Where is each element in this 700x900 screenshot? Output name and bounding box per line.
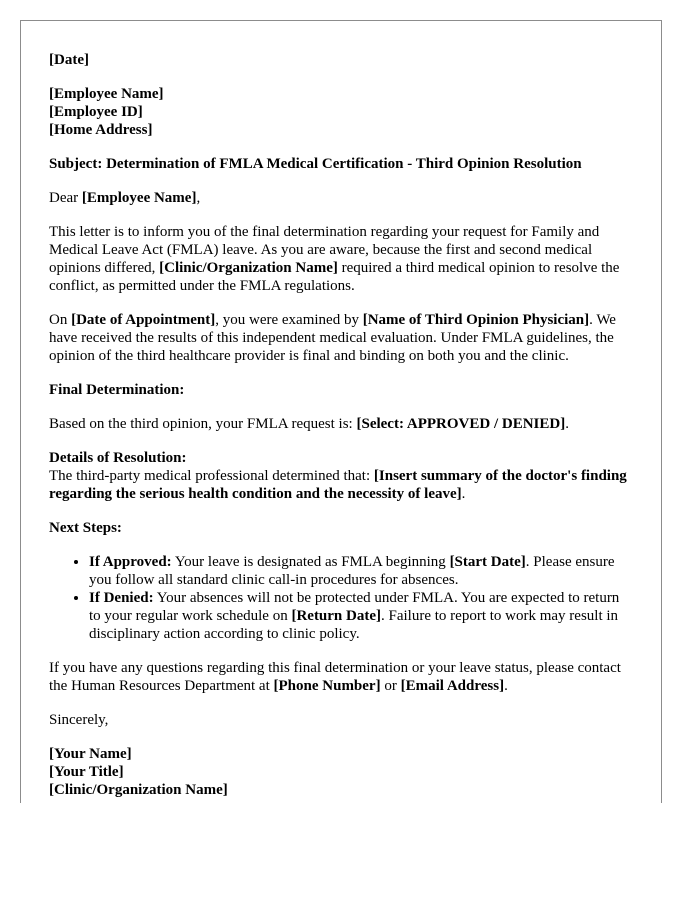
signature-organization: [Clinic/Organization Name] xyxy=(49,782,228,798)
employee-name: [Employee Name] xyxy=(49,86,164,102)
details-heading: Details of Resolution: xyxy=(49,450,187,466)
letter-page xyxy=(20,20,662,803)
appointment-paragraph: On [Date of Appointment], you were examined by [Name of Third Opinion Physician]. We have received the results of this independent medical evaluation. Under FMLA guidelines, the opinion of the third healthcare provider is final and binding on both you and the clinic. xyxy=(49,312,616,364)
next-steps-heading: Next Steps: xyxy=(49,520,122,536)
final-determination-heading: Final Determination: xyxy=(49,382,185,398)
signature-name: [Your Name] xyxy=(49,746,132,762)
list-item-denied: • If Denied: Your absences will not be protected under FMLA. You are expected to return to your regular work schedule on [Return Date]. Failure to report to work may result in disciplinary action according to clinic policy. xyxy=(89,589,633,643)
details-text: The third-party medical professional determined that: [Insert summary of the doctor's finding regarding the serious health condition and the necessity of leave]. xyxy=(49,468,627,502)
final-determination-text: Based on the third opinion, your FMLA request is: [Select: APPROVED / DENIED]. xyxy=(49,416,569,432)
next-steps-list xyxy=(49,553,633,643)
letter-date: [Date] xyxy=(49,52,89,68)
signature-title: [Your Title] xyxy=(49,764,124,780)
questions-paragraph: If you have any questions regarding this final determination or your leave status, please contact the Human Resources Department at [Phone Number] or [Email Address]. xyxy=(49,660,621,694)
salutation: Dear [Employee Name], xyxy=(49,190,201,206)
home-address: [Home Address] xyxy=(49,122,153,138)
employee-id: [Employee ID] xyxy=(49,104,143,120)
letter-body xyxy=(21,21,661,799)
closing: Sincerely, xyxy=(49,712,109,728)
subject-line: Subject: Determination of FMLA Medical Certification - Third Opinion Resolution xyxy=(49,156,582,172)
intro-paragraph: This letter is to inform you of the final determination regarding your request for Family and Medical Leave Act (FMLA) leave. As you are aware, because the first and second medical opinions differed, [Clinic/Organization Name] required a third medical opinion to resolve the conflict, as permitted under the FMLA regulations. xyxy=(49,224,620,294)
list-item-approved: • If Approved: Your leave is designated as FMLA beginning [Start Date]. Please ensure you follow all standard clinic call-in procedures for absences. xyxy=(89,553,633,589)
